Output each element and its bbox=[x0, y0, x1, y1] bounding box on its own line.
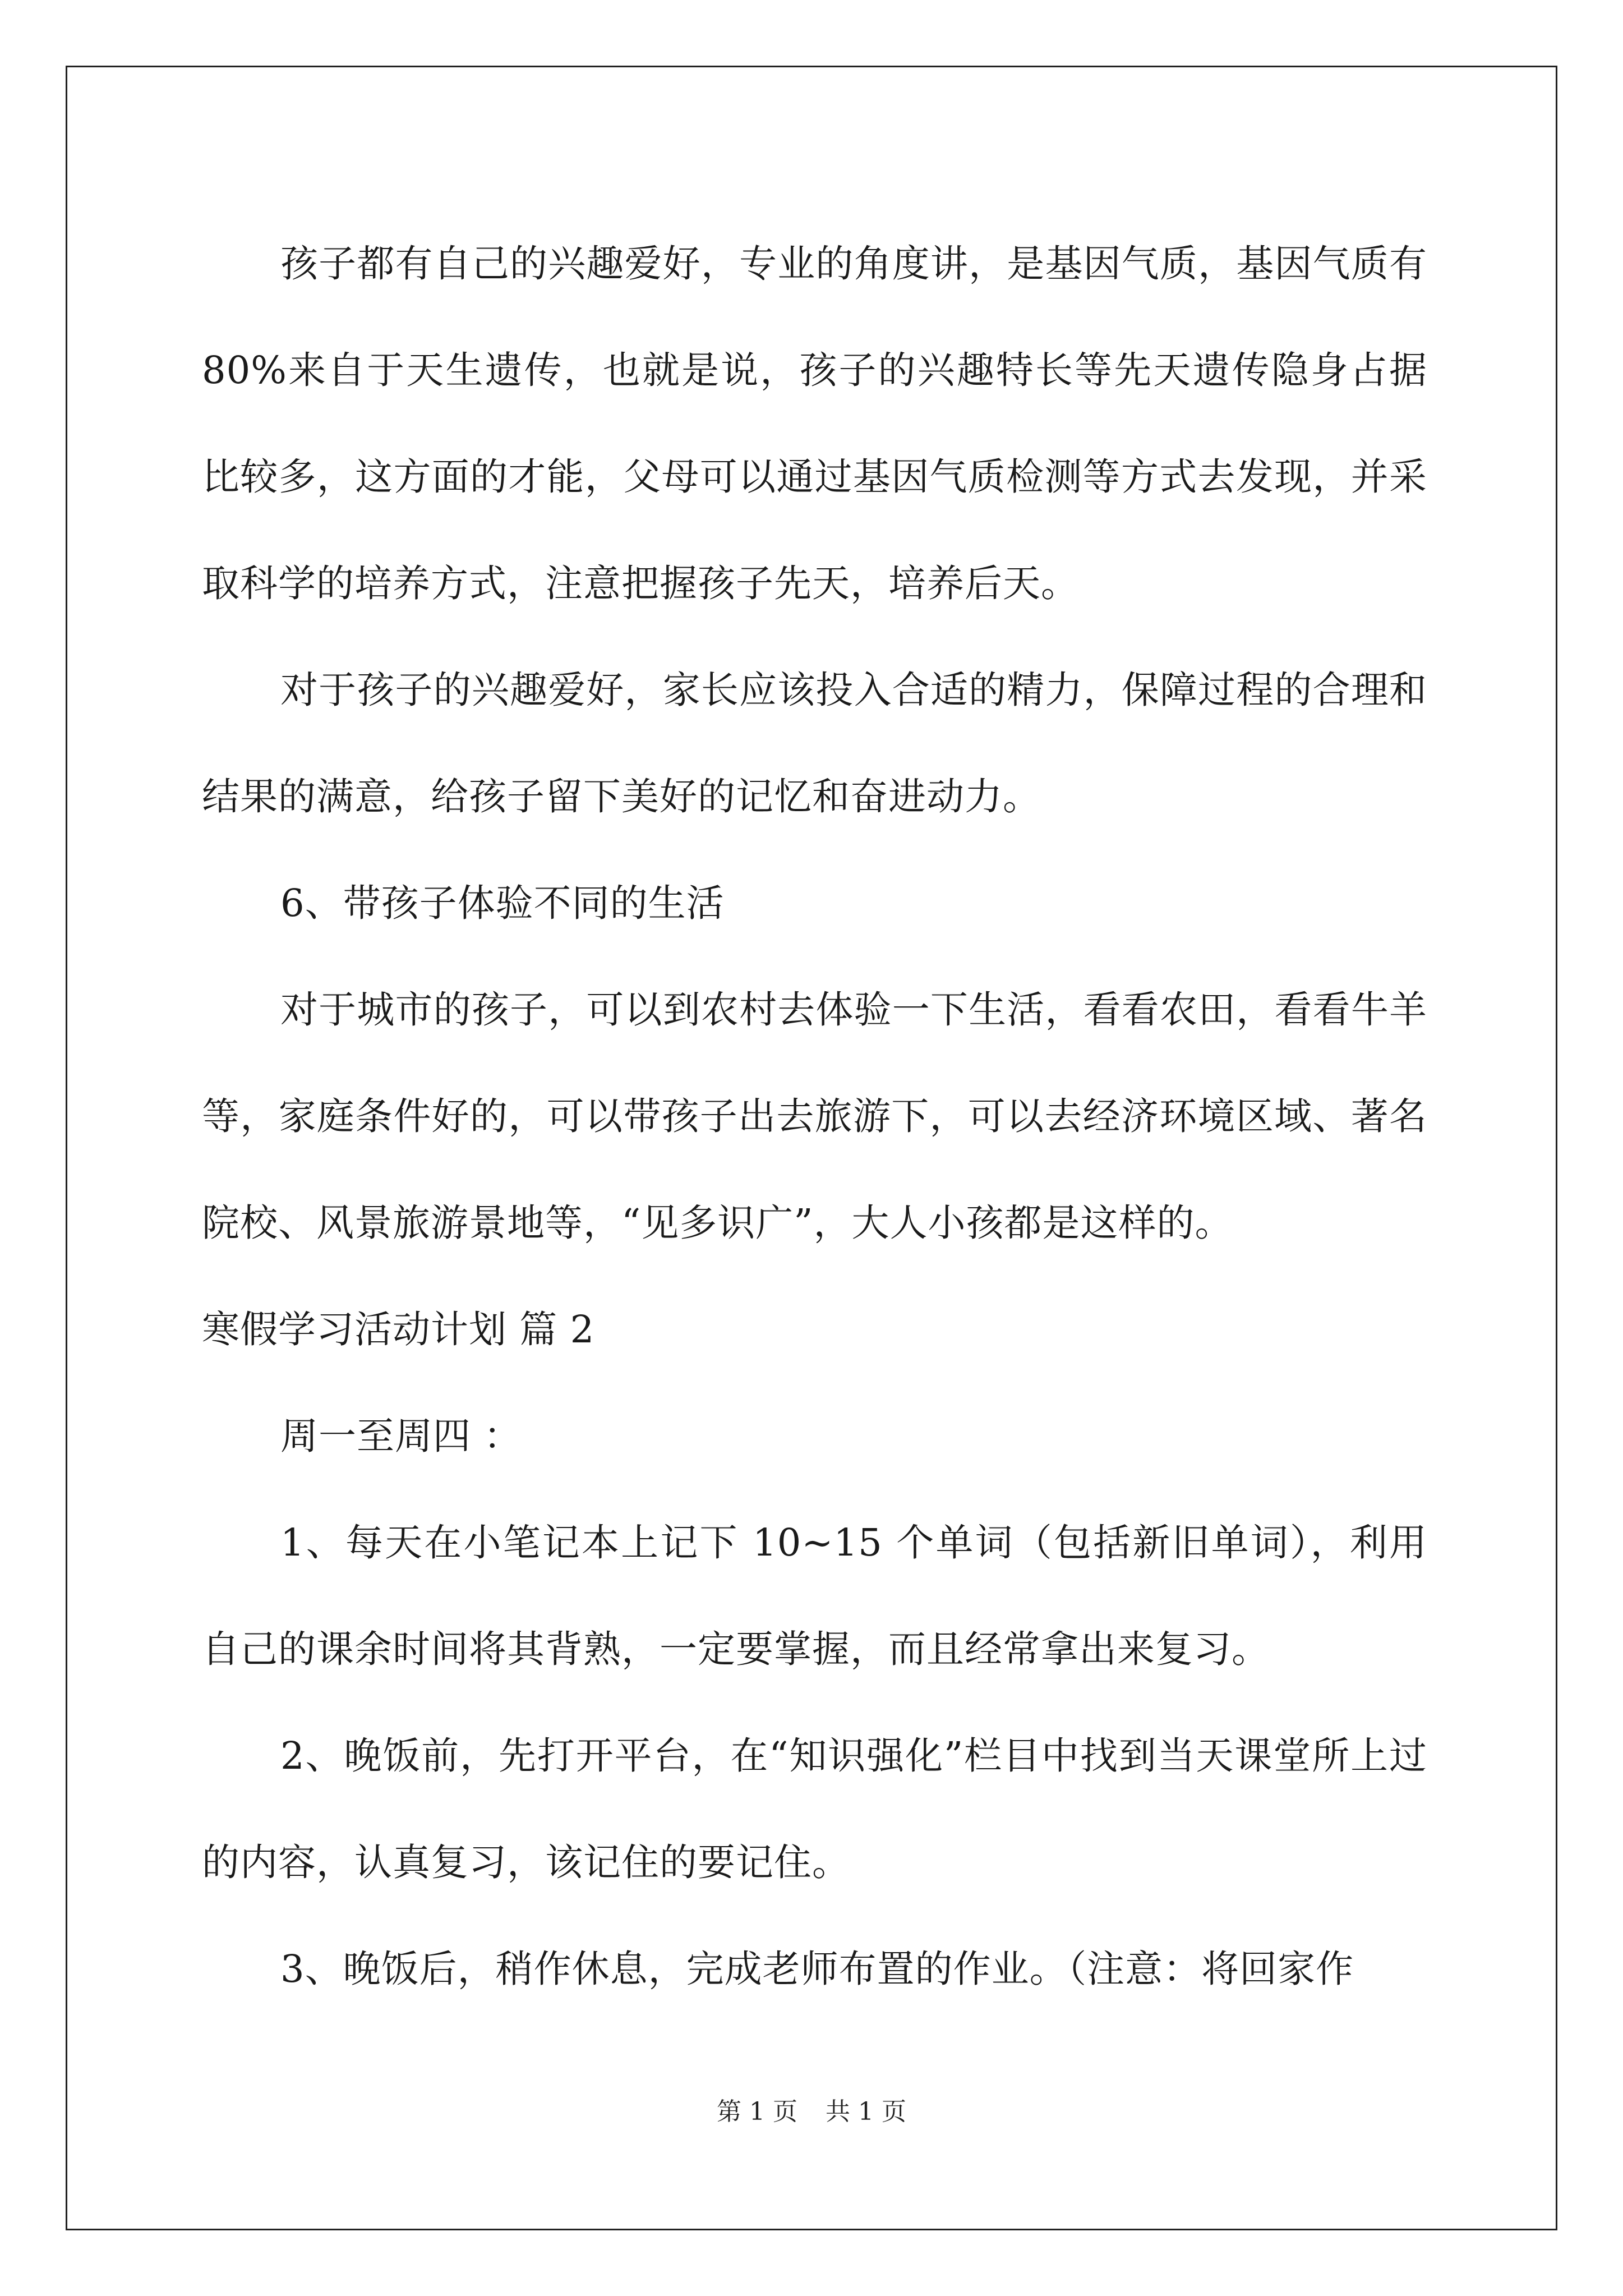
paragraph-item-6-title: 6、带孩子体验不同的生活 bbox=[280, 881, 725, 925]
section-heading: 寒假学习活动计划 篇 2 bbox=[202, 1308, 595, 1351]
page-footer bbox=[0, 2091, 1623, 2127]
paragraph-city-children: 对于城市的孩子，可以到农村去体验一下生活，看看农田，看看牛羊等，家庭条件好的，可以带孩子出去旅游下，可以去经济环境区域、著名院校、风景旅游景地等，“见多识广”，大人小孩都是这样的。 bbox=[202, 988, 1427, 1245]
page-number-current: 第 1 页 bbox=[717, 2097, 797, 2126]
paragraph-plan-item-2: 2、晚饭前，先打开平台，在“知识强化”栏目中找到当天课堂所上过的内容，认真复习，该记住的要记住。 bbox=[202, 1734, 1427, 1884]
paragraph-plan-item-1: 1、每天在小笔记本上记下 10~15 个单词（包括新旧单词），利用自己的课余时间将其背熟，一定要掌握，而且经常拿出来复习。 bbox=[202, 1521, 1427, 1671]
paragraph-interest-parents: 对于孩子的兴趣爱好，家长应该投入合适的精力，保障过程的合理和结果的满意，给孩子留下美好的记忆和奋进动力。 bbox=[202, 668, 1427, 818]
paragraph-weekday-label: 周一至周四 ： bbox=[280, 1414, 522, 1458]
document-body bbox=[202, 210, 1427, 2022]
paragraph-plan-item-3: 3、晚饭后，稍作休息，完成老师布置的作业。（注意：将回家作 bbox=[280, 1947, 1354, 1991]
paragraph-interest-genetics: 孩子都有自己的兴趣爱好，专业的角度讲，是基因气质，基因气质有 80%来自于天生遗传，也就是说，孩子的兴趣特长等先天遗传隐身占据比较多，这方面的才能，父母可以通过基因气质检测等方式去发现，并采取科学的培养方式，注意把握孩子先天，培养后天。 bbox=[202, 242, 1427, 605]
page-number-total: 共 1 页 bbox=[826, 2097, 906, 2126]
